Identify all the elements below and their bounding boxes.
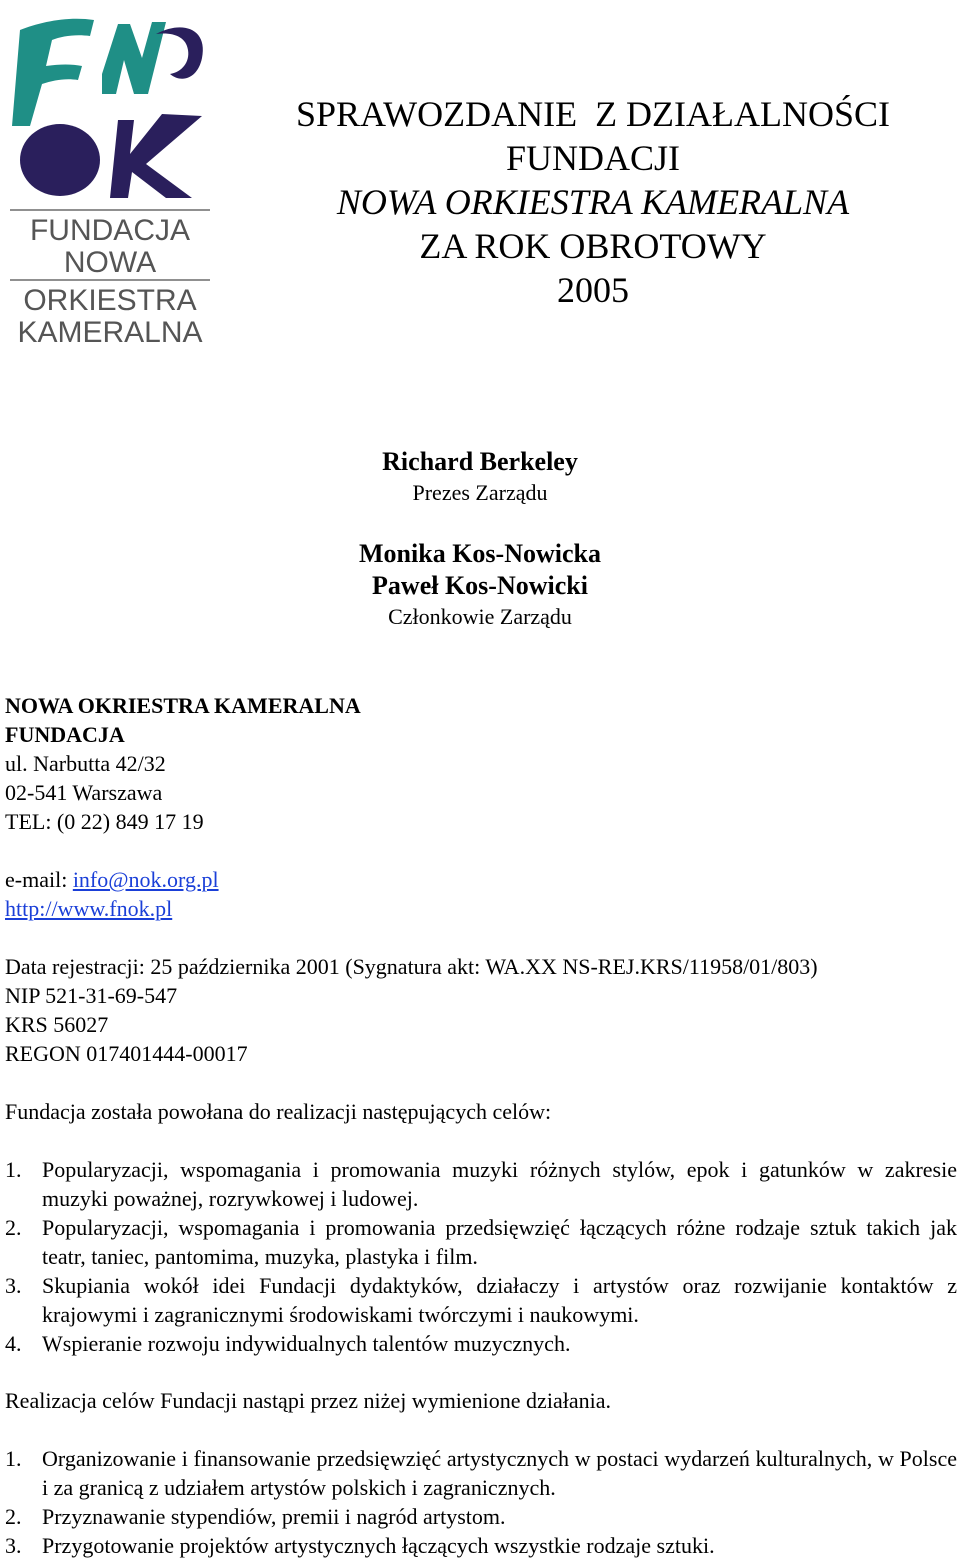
logo-swoosh-shape	[156, 27, 203, 78]
logo-letter-k-shape	[110, 114, 202, 198]
nip: NIP 521-31-69-547	[5, 983, 178, 1008]
website-link[interactable]: http://www.fnok.pl	[5, 896, 173, 921]
list-item-number: 2.	[5, 1504, 22, 1529]
email-line	[5, 865, 955, 894]
list-item-text: Przygotowanie projektów artystycznych łączących wszystkie rodzaje sztuki.	[42, 1533, 715, 1558]
logo-line-3: ORKIESTRA	[23, 284, 197, 317]
board-members	[0, 538, 960, 632]
street: ul. Narbutta 42/32	[5, 751, 166, 776]
list-item-number: 3.	[5, 1273, 22, 1298]
list-item-text: Skupiania wokół idei Fundacji dydaktyków, działaczy i artystów oraz rozwijanie kontaktów z krajowymi i zagranicznymi środowiskami twórczymi i naukowymi.	[42, 1273, 957, 1327]
members-role: Członkowie Zarządu	[388, 604, 572, 629]
member-name-2: Paweł Kos-Nowicki	[372, 571, 588, 600]
actions-intro: Realizacja celów Fundacji nastąpi przez niżej wymienione działania.	[5, 1388, 611, 1413]
org-name-line-2: FUNDACJA	[5, 722, 125, 747]
list-item-number: 2.	[5, 1215, 22, 1240]
krs: KRS 56027	[5, 1012, 109, 1037]
document-title	[226, 92, 960, 312]
president-name: Richard Berkeley	[382, 447, 578, 476]
logo-letter-o-shape	[20, 124, 100, 196]
member-name-1: Monika Kos-Nowicka	[359, 539, 601, 568]
list-item-text: Przyznawanie stypendiów, premii i nagród artystom.	[42, 1504, 506, 1529]
list-item	[5, 1155, 957, 1213]
title-line-4: ZA ROK OBROTOWY	[419, 226, 767, 266]
org-name-line-1: NOWA OKRIESTRA KAMERALNA	[5, 693, 361, 718]
list-item-text: Wspieranie rozwoju indywidualnych talentów muzycznych.	[42, 1331, 571, 1356]
actions-list	[5, 1444, 957, 1560]
logo-letter-f-shape	[12, 19, 94, 126]
goals-intro: Fundacja została powołana do realizacji następujących celów:	[5, 1099, 552, 1124]
title-line-2: FUNDACJI	[505, 138, 681, 178]
logo-line-2: NOWA	[63, 246, 157, 279]
list-item	[5, 1444, 957, 1502]
regon: REGON 017401444-00017	[5, 1041, 248, 1066]
address-block	[5, 691, 955, 1126]
board-president	[0, 446, 960, 508]
title-line-3: NOWA ORKIESTRA KAMERALNA	[336, 182, 850, 222]
title-line-1: SPRAWOZDANIE Z DZIAŁALNOŚCI	[295, 94, 891, 134]
phone: TEL: (0 22) 849 17 19	[5, 809, 204, 834]
list-item-text: Popularyzacji, wspomagania i promowania przedsięwzięć łączących różne rodzaje sztuk takich jak teatr, taniec, pantomima, muzyka, plastyka i film.	[42, 1215, 957, 1269]
list-item	[5, 1531, 957, 1560]
registration-date: Data rejestracji: 25 października 2001 (Sygnatura akt: WA.XX NS-REJ.KRS/11958/01/803)	[5, 954, 818, 979]
list-item-number: 3.	[5, 1533, 22, 1558]
list-item	[5, 1329, 957, 1358]
list-item-number: 1.	[5, 1446, 22, 1471]
list-item-text: Organizowanie i finansowanie przedsięwzięć artystycznych w postaci wydarzeń kulturalnych, w Polsce i za granicą z udziałem artystów polskich i zagranicznych.	[42, 1446, 957, 1500]
city: 02-541 Warszawa	[5, 780, 163, 805]
list-item	[5, 1271, 957, 1329]
email-label: e-mail:	[5, 867, 73, 892]
list-item	[5, 1502, 957, 1531]
list-item	[5, 1213, 957, 1271]
president-role: Prezes Zarządu	[412, 480, 548, 505]
list-item-number: 4.	[5, 1331, 22, 1356]
list-item-number: 1.	[5, 1157, 22, 1182]
actions-intro-block	[5, 1386, 955, 1415]
logo-line-4: KAMERALNA	[17, 316, 203, 344]
goals-list	[5, 1155, 957, 1358]
title-line-5: 2005	[557, 270, 629, 310]
email-link[interactable]: info@nok.org.pl	[72, 867, 219, 892]
logo-letter-n-shape	[102, 22, 166, 94]
fnok-logo	[6, 14, 214, 344]
list-item-text: Popularyzacji, wspomagania i promowania muzyki różnych stylów, epok i gatunków w zakresie muzyki poważnej, rozrywkowej i ludowej.	[42, 1157, 957, 1211]
logo-line-1: FUNDACJA	[29, 214, 191, 247]
